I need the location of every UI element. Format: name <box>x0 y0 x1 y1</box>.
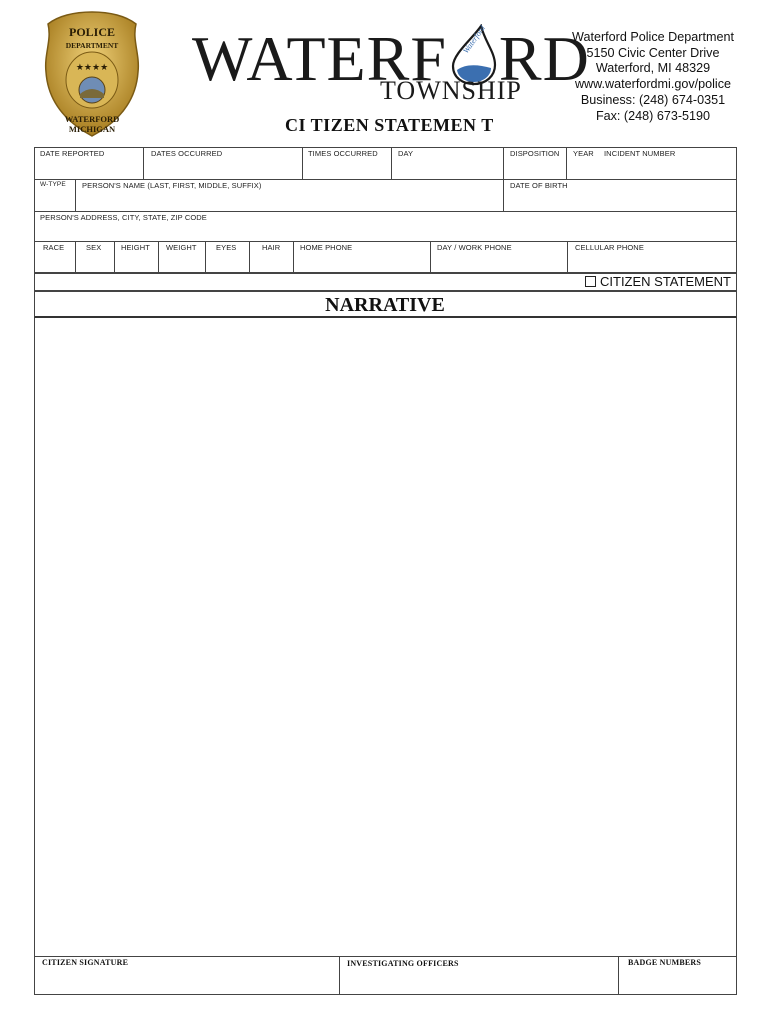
svg-text:WATERFORD: WATERFORD <box>64 114 120 124</box>
investigating-officers-label: INVESTIGATING OFFICERS <box>347 959 459 968</box>
svg-text:POLICE: POLICE <box>68 25 116 39</box>
dept-business-phone: Business: (248) 674-0351 <box>580 92 726 107</box>
svg-text:★★★★: ★★★★ <box>75 62 109 72</box>
svg-text:MICHIGAN: MICHIGAN <box>68 124 116 134</box>
work-phone-label: DAY / WORK PHONE <box>437 243 512 252</box>
weight-label: WEIGHT <box>166 243 197 252</box>
address-label: PERSON'S ADDRESS, CITY, STATE, ZIP CODE <box>40 213 207 222</box>
times-occurred-label: TIMES OCCURRED <box>308 149 378 158</box>
race-label: RACE <box>43 243 65 252</box>
cell-phone-label: CELLULAR PHONE <box>575 243 644 252</box>
dept-street: 5150 Civic Center Drive <box>586 45 720 60</box>
person-name-label: PERSON'S NAME (LAST, FIRST, MIDDLE, SUFFIX) <box>82 181 262 190</box>
hair-label: HAIR <box>262 243 281 252</box>
incident-number-label: INCIDENT NUMBER <box>604 149 676 158</box>
document-title: CI TIZEN STATEMEN T <box>285 115 494 135</box>
citizen-statement-label: CITIZEN STATEMENT <box>600 274 731 289</box>
year-label: YEAR <box>573 149 594 158</box>
logo-wordmark-left: WATERF <box>192 23 447 94</box>
waterford-township-logo <box>192 23 590 105</box>
dept-website: www.waterfordmi.gov/police <box>574 77 732 92</box>
date-reported-label: DATE REPORTED <box>40 149 105 158</box>
police-badge-logo <box>40 10 144 138</box>
w-type-label: W-TYPE <box>40 181 66 188</box>
svg-text:DEPARTMENT: DEPARTMENT <box>65 41 119 50</box>
logo-township: TOWNSHIP <box>380 76 522 105</box>
citizen-signature-label: CITIZEN SIGNATURE <box>42 958 129 967</box>
dept-fax: Fax: (248) 673-5190 <box>595 108 711 123</box>
logo-wordmark-right: RD <box>498 23 590 94</box>
dept-city: Waterford, MI 48329 <box>595 61 711 76</box>
badge-numbers-label: BADGE NUMBERS <box>628 958 702 967</box>
dates-occurred-label: DATES OCCURRED <box>151 149 223 158</box>
sex-label: SEX <box>86 243 102 252</box>
day-label: DAY <box>398 149 414 158</box>
citizen-statement-checkbox[interactable] <box>585 276 596 287</box>
home-phone-label: HOME PHONE <box>300 243 353 252</box>
svg-text:Waterford: Waterford <box>461 24 487 56</box>
height-label: HEIGHT <box>121 243 150 252</box>
date-of-birth-label: DATE OF BIRTH <box>510 181 568 190</box>
narrative-textarea[interactable] <box>34 318 737 958</box>
dept-name: Waterford Police Department <box>572 30 734 44</box>
eyes-label: EYES <box>216 243 237 252</box>
department-contact-block <box>560 30 746 124</box>
disposition-label: DISPOSITION <box>510 149 560 158</box>
narrative-title: NARRATIVE <box>325 294 445 316</box>
